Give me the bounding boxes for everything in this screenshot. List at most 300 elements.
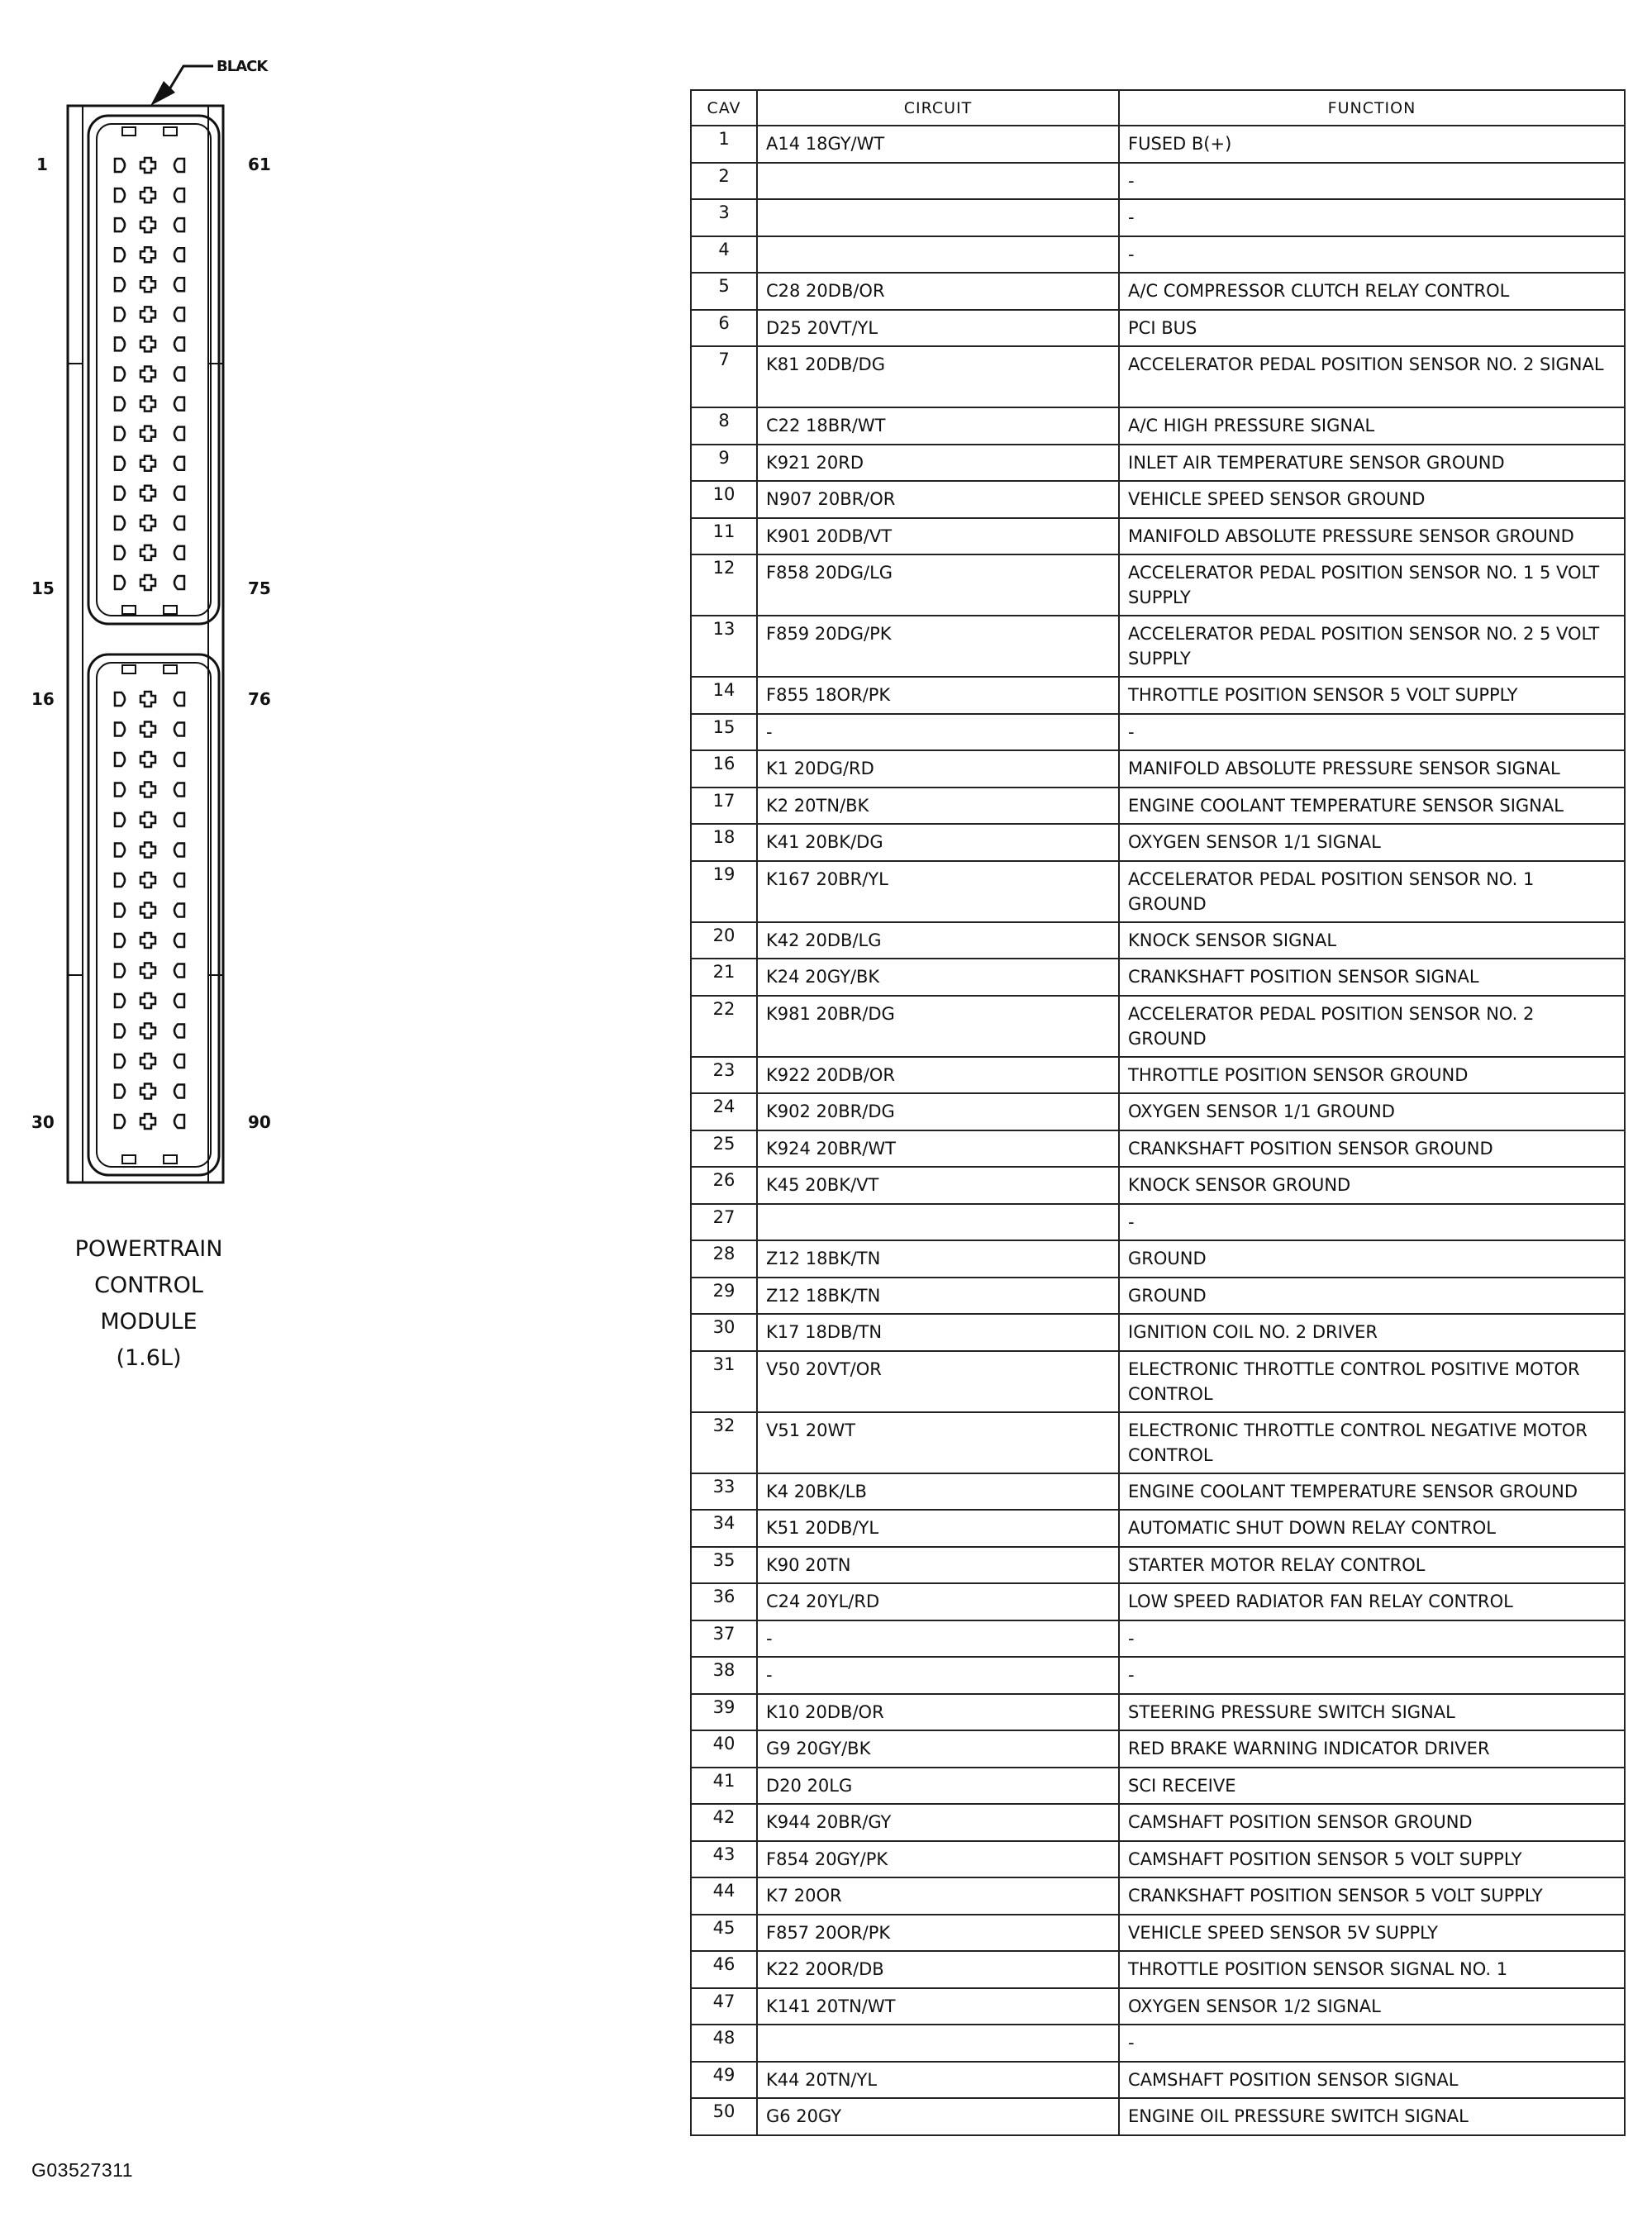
pin-terminal — [115, 248, 125, 261]
pin-terminal — [115, 723, 125, 736]
pin-terminal — [140, 367, 155, 382]
cell-cav: 20 — [691, 922, 757, 959]
cell-cav: 35 — [691, 1547, 757, 1584]
cell-function: RED BRAKE WARNING INDICATOR DRIVER — [1119, 1730, 1625, 1768]
pin-terminal — [140, 336, 155, 351]
cell-circuit: D20 20LG — [757, 1768, 1119, 1805]
pin-terminal — [174, 1115, 184, 1128]
cell-function: GROUND — [1119, 1278, 1625, 1315]
pin-terminal — [115, 934, 125, 947]
table-row — [691, 922, 1625, 959]
table-row — [691, 126, 1625, 163]
cell-cav: 9 — [691, 445, 757, 482]
cell-cav: 12 — [691, 554, 757, 616]
pin-terminal — [115, 813, 125, 826]
table-row — [691, 959, 1625, 996]
cell-cav: 27 — [691, 1204, 757, 1241]
pin-terminal — [174, 873, 184, 887]
table-row — [691, 163, 1625, 200]
pin-terminal — [174, 457, 184, 470]
cell-cav: 21 — [691, 959, 757, 996]
cell-function: ENGINE COOLANT TEMPERATURE SENSOR GROUND — [1119, 1473, 1625, 1511]
cell-cav: 43 — [691, 1841, 757, 1878]
cell-circuit: Z12 18BK/TN — [757, 1278, 1119, 1315]
table-row — [691, 2062, 1625, 2099]
table-row — [691, 1768, 1625, 1805]
pin-number-61: 61 — [248, 155, 271, 174]
cell-circuit: N907 20BR/OR — [757, 481, 1119, 518]
cell-function: - — [1119, 1657, 1625, 1694]
table-row — [691, 199, 1625, 236]
cell-circuit: K7 20OR — [757, 1877, 1119, 1915]
cell-cav: 50 — [691, 2098, 757, 2135]
table-row — [691, 1915, 1625, 1952]
cell-function: - — [1119, 2025, 1625, 2062]
pin-terminal — [174, 487, 184, 500]
cell-circuit: K2 20TN/BK — [757, 788, 1119, 825]
header-function: FUNCTION — [1119, 90, 1625, 126]
pin-terminal — [115, 1085, 125, 1098]
cell-function: OXYGEN SENSOR 1/1 SIGNAL — [1119, 824, 1625, 861]
table-row — [691, 1093, 1625, 1130]
pin-terminal — [140, 783, 155, 797]
cell-cav: 45 — [691, 1915, 757, 1952]
pin-terminal — [140, 752, 155, 767]
cell-function: MANIFOLD ABSOLUTE PRESSURE SENSOR GROUND — [1119, 518, 1625, 555]
cell-circuit: F858 20DG/LG — [757, 554, 1119, 616]
pin-terminal — [174, 964, 184, 978]
cell-circuit: Z12 18BK/TN — [757, 1240, 1119, 1278]
cell-cav: 16 — [691, 750, 757, 788]
cell-cav: 37 — [691, 1620, 757, 1658]
caption-line-3: MODULE — [100, 1309, 198, 1335]
table-row — [691, 996, 1625, 1057]
cell-circuit: A14 18GY/WT — [757, 126, 1119, 163]
cell-function: FUSED B(+) — [1119, 126, 1625, 163]
cell-function: LOW SPEED RADIATOR FAN RELAY CONTROL — [1119, 1583, 1625, 1620]
pin-terminal — [174, 723, 184, 736]
pin-terminal — [140, 843, 155, 858]
cell-cav: 2 — [691, 163, 757, 200]
cell-circuit: K51 20DB/YL — [757, 1510, 1119, 1547]
pin-terminal — [115, 1054, 125, 1068]
cell-circuit: G9 20GY/BK — [757, 1730, 1119, 1768]
cell-cav: 33 — [691, 1473, 757, 1511]
pin-table-body — [691, 126, 1625, 2135]
cell-circuit: K17 18DB/TN — [757, 1314, 1119, 1351]
cell-circuit: K44 20TN/YL — [757, 2062, 1119, 2099]
pin-terminal — [140, 933, 155, 948]
pin-terminal — [174, 248, 184, 261]
cell-circuit: K981 20BR/DG — [757, 996, 1119, 1057]
pin-terminal — [140, 456, 155, 471]
cell-function: ELECTRONIC THROTTLE CONTROL NEGATIVE MOTOR CONTROL — [1119, 1412, 1625, 1473]
table-row — [691, 861, 1625, 922]
cell-circuit: C28 20DB/OR — [757, 273, 1119, 310]
cell-circuit — [757, 163, 1119, 200]
cell-function: - — [1119, 163, 1625, 200]
cell-circuit: K24 20GY/BK — [757, 959, 1119, 996]
pin-terminal — [115, 1115, 125, 1128]
cell-cav: 46 — [691, 1951, 757, 1988]
cell-circuit: K1 20DG/RD — [757, 750, 1119, 788]
cell-function: ENGINE COOLANT TEMPERATURE SENSOR SIGNAL — [1119, 788, 1625, 825]
cell-cav: 26 — [691, 1167, 757, 1204]
cell-circuit: K901 20DB/VT — [757, 518, 1119, 555]
pin-terminal — [140, 486, 155, 501]
cell-circuit: K921 20RD — [757, 445, 1119, 482]
pin-terminal — [115, 692, 125, 706]
module-caption — [50, 1231, 248, 1377]
cell-circuit — [757, 1204, 1119, 1241]
pin-terminal — [115, 337, 125, 350]
cell-cav: 30 — [691, 1314, 757, 1351]
pin-terminal — [140, 426, 155, 441]
pin-terminal — [140, 397, 155, 412]
table-row — [691, 788, 1625, 825]
cell-circuit: C24 20YL/RD — [757, 1583, 1119, 1620]
cell-function: ACCELERATOR PEDAL POSITION SENSOR NO. 2 5 VOLT SUPPLY — [1119, 616, 1625, 677]
table-row — [691, 1412, 1625, 1473]
pin-terminal — [115, 427, 125, 440]
cell-function: STEERING PRESSURE SWITCH SIGNAL — [1119, 1694, 1625, 1731]
cell-function: - — [1119, 199, 1625, 236]
cell-circuit: - — [757, 1620, 1119, 1658]
table-row — [691, 1583, 1625, 1620]
table-row — [691, 2098, 1625, 2135]
cell-circuit — [757, 199, 1119, 236]
pin-terminal — [115, 397, 125, 411]
cell-function: VEHICLE SPEED SENSOR GROUND — [1119, 481, 1625, 518]
table-row — [691, 1057, 1625, 1094]
cell-function: ACCELERATOR PEDAL POSITION SENSOR NO. 2 SIGNAL — [1119, 346, 1625, 407]
cell-function: CRANKSHAFT POSITION SENSOR 5 VOLT SUPPLY — [1119, 1877, 1625, 1915]
cell-cav: 24 — [691, 1093, 757, 1130]
pin-terminal — [140, 307, 155, 321]
pin-number-76: 76 — [248, 689, 271, 709]
cell-cav: 14 — [691, 677, 757, 714]
pin-terminal — [140, 903, 155, 918]
cell-circuit: K141 20TN/WT — [757, 1988, 1119, 2025]
pin-terminal — [174, 188, 184, 202]
table-row — [691, 1547, 1625, 1584]
table-row — [691, 445, 1625, 482]
table-row — [691, 236, 1625, 274]
pin-terminal — [140, 188, 155, 202]
cell-function: MANIFOLD ABSOLUTE PRESSURE SENSOR SIGNAL — [1119, 750, 1625, 788]
pin-terminal — [115, 964, 125, 978]
table-row — [691, 518, 1625, 555]
cell-circuit: K944 20BR/GY — [757, 1804, 1119, 1841]
connector-color-label: BLACK — [217, 58, 268, 75]
cell-cav: 39 — [691, 1694, 757, 1731]
pin-terminal — [115, 457, 125, 470]
pin-number-16: 16 — [31, 689, 55, 709]
pin-terminal — [115, 576, 125, 589]
table-row — [691, 1877, 1625, 1915]
pin-terminal — [140, 1114, 155, 1129]
cell-cav: 36 — [691, 1583, 757, 1620]
connector-shell — [68, 106, 223, 1182]
table-row — [691, 616, 1625, 677]
cell-function: KNOCK SENSOR SIGNAL — [1119, 922, 1625, 959]
cell-cav: 11 — [691, 518, 757, 555]
pin-terminal — [174, 307, 184, 321]
cell-circuit: V50 20VT/OR — [757, 1351, 1119, 1412]
cell-circuit: F854 20GY/PK — [757, 1841, 1119, 1878]
cell-function: ELECTRONIC THROTTLE CONTROL POSITIVE MOTOR CONTROL — [1119, 1351, 1625, 1412]
cell-circuit: K42 20DB/LG — [757, 922, 1119, 959]
cell-function: KNOCK SENSOR GROUND — [1119, 1167, 1625, 1204]
pin-terminal — [115, 487, 125, 500]
table-row — [691, 1951, 1625, 1988]
cell-function: IGNITION COIL NO. 2 DRIVER — [1119, 1314, 1625, 1351]
pin-terminal — [140, 964, 155, 978]
table-row — [691, 1804, 1625, 1841]
pin-terminal — [115, 783, 125, 797]
pin-terminal — [174, 278, 184, 291]
cell-circuit: K902 20BR/DG — [757, 1093, 1119, 1130]
cell-circuit: F857 20OR/PK — [757, 1915, 1119, 1952]
table-row — [691, 346, 1625, 407]
pin-terminal — [140, 158, 155, 173]
pin-terminal — [174, 337, 184, 350]
cell-cav: 49 — [691, 2062, 757, 2099]
upper-pin-grid — [115, 158, 184, 590]
black-leader-line — [169, 66, 213, 89]
cell-function: PCI BUS — [1119, 310, 1625, 347]
cell-cav: 10 — [691, 481, 757, 518]
cell-function: SCI RECEIVE — [1119, 1768, 1625, 1805]
pin-terminal — [174, 692, 184, 706]
cell-circuit: K924 20BR/WT — [757, 1130, 1119, 1168]
pin-terminal — [174, 576, 184, 589]
cell-function: THROTTLE POSITION SENSOR GROUND — [1119, 1057, 1625, 1094]
table-row — [691, 677, 1625, 714]
cell-circuit: F859 20DG/PK — [757, 616, 1119, 677]
table-row — [691, 1694, 1625, 1731]
pin-terminal — [115, 188, 125, 202]
cell-cav: 47 — [691, 1988, 757, 2025]
table-row — [691, 714, 1625, 751]
pin-terminal — [140, 993, 155, 1008]
table-row — [691, 1988, 1625, 2025]
pin-terminal — [174, 1085, 184, 1098]
pin-terminal — [115, 904, 125, 917]
cell-function: - — [1119, 1204, 1625, 1241]
cell-function: - — [1119, 236, 1625, 274]
pin-terminal — [174, 516, 184, 530]
cell-circuit: F855 18OR/PK — [757, 677, 1119, 714]
cell-cav: 48 — [691, 2025, 757, 2062]
table-row — [691, 1510, 1625, 1547]
pin-terminal — [140, 1054, 155, 1068]
cell-circuit: K22 20OR/DB — [757, 1951, 1119, 1988]
cell-function: - — [1119, 714, 1625, 751]
pin-terminal — [140, 277, 155, 292]
table-header-row — [691, 90, 1625, 126]
table-row — [691, 1730, 1625, 1768]
table-row — [691, 1314, 1625, 1351]
table-row — [691, 310, 1625, 347]
cell-function: CAMSHAFT POSITION SENSOR SIGNAL — [1119, 2062, 1625, 2099]
pin-terminal — [174, 753, 184, 766]
pin-terminal — [115, 159, 125, 172]
cell-cav: 42 — [691, 1804, 757, 1841]
cell-cav: 6 — [691, 310, 757, 347]
caption-line-2: CONTROL — [94, 1273, 203, 1298]
table-row — [691, 1620, 1625, 1658]
table-row — [691, 1351, 1625, 1412]
cell-function: A/C HIGH PRESSURE SIGNAL — [1119, 407, 1625, 445]
cell-circuit: C22 18BR/WT — [757, 407, 1119, 445]
pin-number-15: 15 — [31, 578, 55, 598]
cell-function: - — [1119, 1620, 1625, 1658]
cell-function: AUTOMATIC SHUT DOWN RELAY CONTROL — [1119, 1510, 1625, 1547]
pin-terminal — [115, 307, 125, 321]
cell-circuit: K922 20DB/OR — [757, 1057, 1119, 1094]
cell-cav: 17 — [691, 788, 757, 825]
pin-terminal — [115, 873, 125, 887]
pin-terminal — [115, 218, 125, 231]
cell-circuit: - — [757, 714, 1119, 751]
cell-circuit: G6 20GY — [757, 2098, 1119, 2135]
cell-function: INLET AIR TEMPERATURE SENSOR GROUND — [1119, 445, 1625, 482]
pin-terminal — [140, 217, 155, 232]
cell-circuit: K10 20DB/OR — [757, 1694, 1119, 1731]
cell-circuit: K41 20BK/DG — [757, 824, 1119, 861]
cell-circuit — [757, 2025, 1119, 2062]
pin-number-75: 75 — [248, 578, 271, 598]
cell-function: OXYGEN SENSOR 1/2 SIGNAL — [1119, 1988, 1625, 2025]
pin-terminal — [115, 844, 125, 857]
pin-number-90: 90 — [248, 1112, 271, 1132]
cell-cav: 38 — [691, 1657, 757, 1694]
pin-terminal — [115, 994, 125, 1007]
cell-cav: 13 — [691, 616, 757, 677]
caption-line-4: (1.6L) — [116, 1345, 182, 1371]
pin-terminal — [174, 904, 184, 917]
header-circuit: CIRCUIT — [757, 90, 1119, 126]
cell-function: THROTTLE POSITION SENSOR 5 VOLT SUPPLY — [1119, 677, 1625, 714]
pin-terminal — [174, 1054, 184, 1068]
cell-circuit: K4 20BK/LB — [757, 1473, 1119, 1511]
cell-function: THROTTLE POSITION SENSOR SIGNAL NO. 1 — [1119, 1951, 1625, 1988]
cell-function: A/C COMPRESSOR CLUTCH RELAY CONTROL — [1119, 273, 1625, 310]
cell-function: ACCELERATOR PEDAL POSITION SENSOR NO. 1 GROUND — [1119, 861, 1625, 922]
pin-number-1: 1 — [36, 155, 48, 174]
cell-function: CRANKSHAFT POSITION SENSOR GROUND — [1119, 1130, 1625, 1168]
cell-cav: 7 — [691, 346, 757, 407]
table-row — [691, 824, 1625, 861]
cell-cav: 8 — [691, 407, 757, 445]
cell-cav: 22 — [691, 996, 757, 1057]
cell-cav: 44 — [691, 1877, 757, 1915]
pin-terminal — [174, 546, 184, 559]
table-row — [691, 1204, 1625, 1241]
pin-terminal — [174, 994, 184, 1007]
table-row — [691, 273, 1625, 310]
lower-pin-grid — [115, 692, 184, 1129]
cell-cav: 1 — [691, 126, 757, 163]
pin-terminal — [115, 368, 125, 381]
cell-cav: 5 — [691, 273, 757, 310]
table-row — [691, 1167, 1625, 1204]
cell-cav: 40 — [691, 1730, 757, 1768]
table-row — [691, 481, 1625, 518]
figure-id: G03527311 — [31, 2159, 134, 2181]
pin-terminal — [174, 218, 184, 231]
pin-terminal — [140, 812, 155, 827]
pin-terminal — [115, 546, 125, 559]
cell-cav: 28 — [691, 1240, 757, 1278]
pin-terminal — [140, 873, 155, 887]
pin-terminal — [140, 247, 155, 262]
pin-terminal — [174, 844, 184, 857]
pin-terminal — [174, 783, 184, 797]
cell-function: ACCELERATOR PEDAL POSITION SENSOR NO. 2 GROUND — [1119, 996, 1625, 1057]
cell-function: OXYGEN SENSOR 1/1 GROUND — [1119, 1093, 1625, 1130]
cell-cav: 29 — [691, 1278, 757, 1315]
table-row — [691, 407, 1625, 445]
pin-out-table — [690, 89, 1626, 2136]
cell-cav: 34 — [691, 1510, 757, 1547]
pin-terminal — [174, 427, 184, 440]
cell-cav: 15 — [691, 714, 757, 751]
cell-cav: 4 — [691, 236, 757, 274]
pin-terminal — [115, 278, 125, 291]
pin-terminal — [140, 545, 155, 560]
cell-cav: 18 — [691, 824, 757, 861]
table-row — [691, 1657, 1625, 1694]
cell-cav: 25 — [691, 1130, 757, 1168]
pin-terminal — [115, 1025, 125, 1038]
table-row — [691, 1841, 1625, 1878]
pin-terminal — [174, 159, 184, 172]
table-row — [691, 750, 1625, 788]
pin-terminal — [115, 516, 125, 530]
cell-function: VEHICLE SPEED SENSOR 5V SUPPLY — [1119, 1915, 1625, 1952]
cell-function: CAMSHAFT POSITION SENSOR GROUND — [1119, 1804, 1625, 1841]
table-row — [691, 2025, 1625, 2062]
cell-circuit: K90 20TN — [757, 1547, 1119, 1584]
cell-cav: 41 — [691, 1768, 757, 1805]
cell-function: CAMSHAFT POSITION SENSOR 5 VOLT SUPPLY — [1119, 1841, 1625, 1878]
cell-cav: 31 — [691, 1351, 757, 1412]
pin-number-30: 30 — [31, 1112, 55, 1132]
pin-terminal — [140, 722, 155, 737]
pin-terminal — [140, 1024, 155, 1039]
cell-function: CRANKSHAFT POSITION SENSOR SIGNAL — [1119, 959, 1625, 996]
pin-terminal — [174, 368, 184, 381]
cell-cav: 23 — [691, 1057, 757, 1094]
cell-circuit: K45 20BK/VT — [757, 1167, 1119, 1204]
cell-cav: 19 — [691, 861, 757, 922]
pin-terminal — [174, 813, 184, 826]
table-row — [691, 554, 1625, 616]
caption-line-1: POWERTRAIN — [74, 1236, 223, 1262]
cell-circuit: V51 20WT — [757, 1412, 1119, 1473]
cell-function: ENGINE OIL PRESSURE SWITCH SIGNAL — [1119, 2098, 1625, 2135]
pin-terminal — [140, 575, 155, 590]
table-row — [691, 1130, 1625, 1168]
cell-cav: 3 — [691, 199, 757, 236]
cell-circuit: K167 20BR/YL — [757, 861, 1119, 922]
table-row — [691, 1473, 1625, 1511]
pin-terminal — [174, 934, 184, 947]
pin-terminal — [174, 1025, 184, 1038]
table-row — [691, 1278, 1625, 1315]
